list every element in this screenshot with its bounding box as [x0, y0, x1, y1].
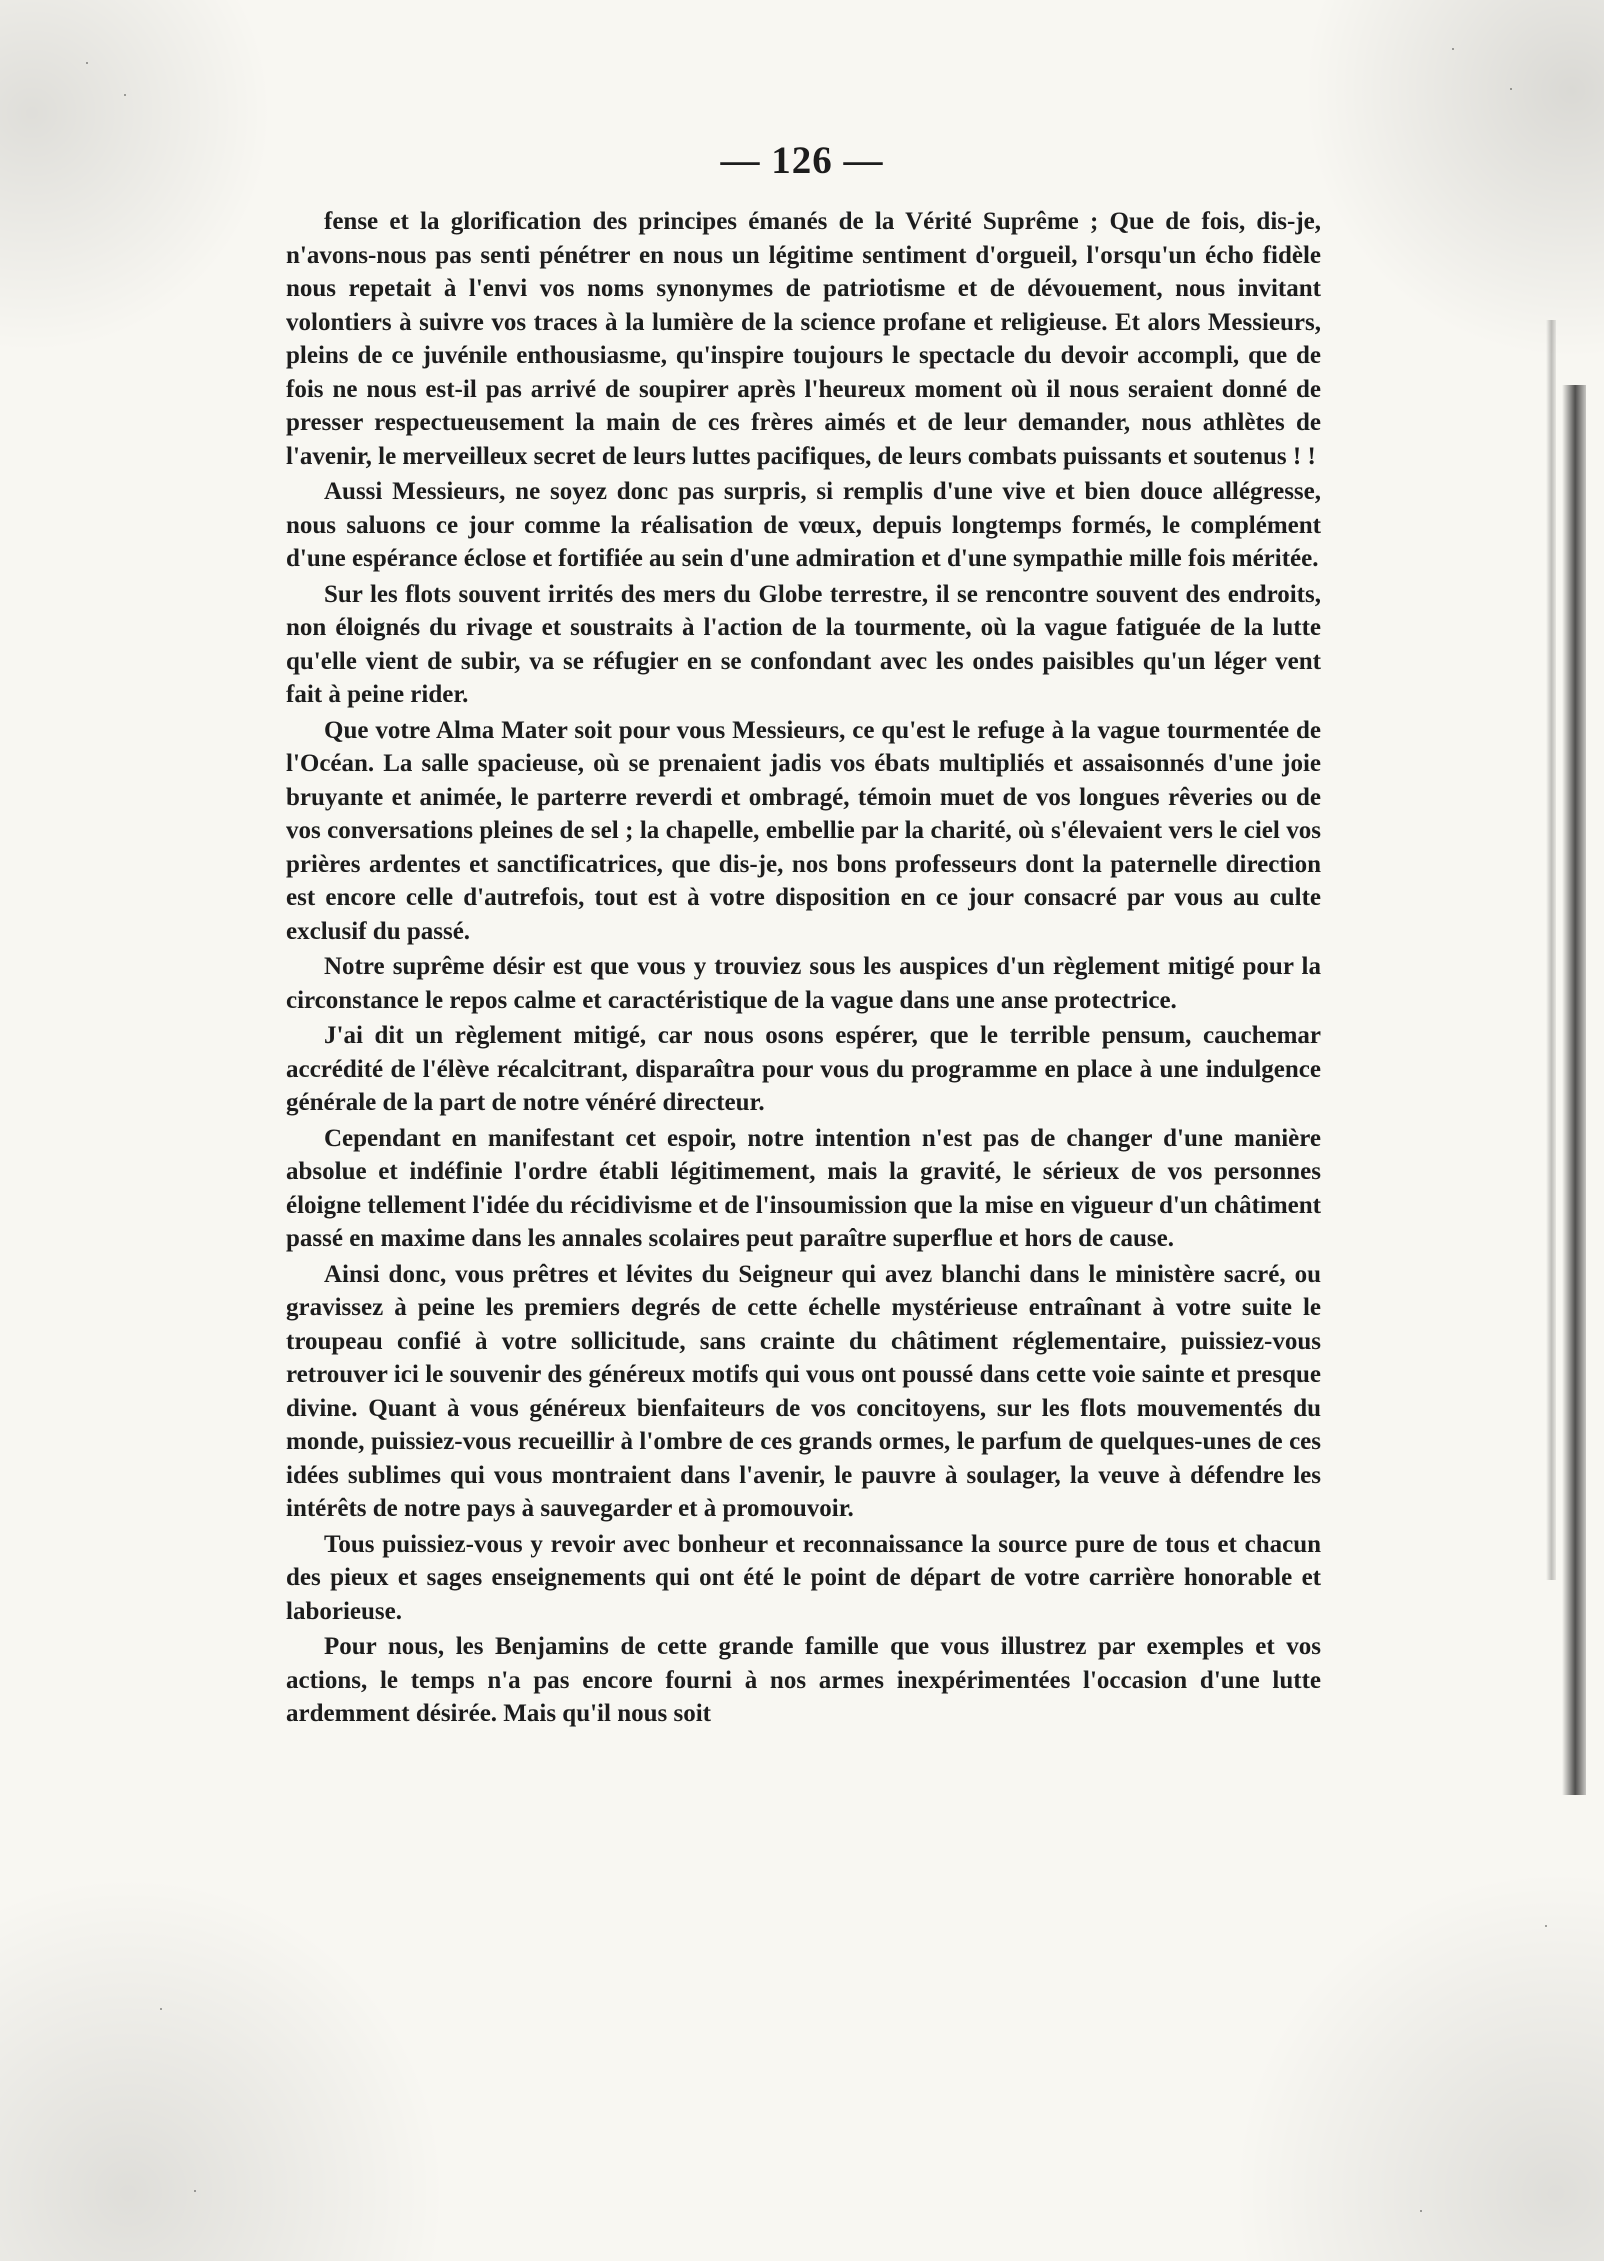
paragraph: Que votre Alma Mater soit pour vous Messieurs, ce qu'est le refuge à la vague tourmentée de l'Océan. La salle spacieuse, où se prenaient jadis vos ébats multipliés et assaisonnés d'une joie bruyante et animée, le parterre reverdi et ombragé, témoin muet de vos longues rêveries ou de vos conversations pleines de sel ; la chapelle, embellie par la charité, où s'élevaient vers le ciel vos prières ardentes et sanctificatrices, que dis-je, nos bons professeurs dont la paternelle direction est encore celle d'autrefois, tout est à votre disposition en ce jour consacré par vous au culte exclusif du passé. [286, 716, 1321, 945]
scan-speck [1452, 48, 1454, 50]
scan-speck [1545, 1925, 1547, 1927]
scan-speck [160, 2008, 162, 2010]
inner-edge-shadow [1546, 320, 1556, 1580]
paragraph: fense et la glorification des principes émanés de la Vérité Suprême ; Que de fois, dis-je, n'avons-nous pas senti pénétrer en nous un légitime sentiment d'orgueil, l'orsqu'un écho fidèle nous repetait à l'envi vos noms synonymes de patriotisme et de dévouement, nous invitant volontiers à suivre vos traces à la lumière de la science profane et religieuse. Et alors Messieurs, pleins de ce juvénile enthousiasme, qu'inspire toujours le spectacle du devoir accompli, que de fois ne nous est-il pas arrivé de soupirer après l'heureux moment où il nous seraient donné de presser respectueusement la main de ces frères aimés et de leur demander, nous athlètes de l'avenir, le merveilleux secret de leurs luttes pacifiques, de leurs combats puissants et soutenus ! ! [286, 208, 1321, 470]
right-edge-shadow [1562, 385, 1586, 1795]
paragraph: J'ai dit un règlement mitigé, car nous osons espérer, que le terrible pensum, cauchemar accrédité de l'élève récalcitrant, disparaîtra pour vous du programme en place à une indulgence générale de la part de notre vénéré directeur. [286, 1022, 1321, 1116]
page-number: — 126 — [720, 139, 884, 182]
document-body [286, 205, 1321, 1731]
paragraph: Tous puissiez-vous y revoir avec bonheur et reconnaissance la source pure de tous et chacun des pieux et sages enseignements qui ont été le point de départ de votre carrière honorable et laborieuse. [286, 1530, 1321, 1625]
scan-speck [1510, 88, 1512, 90]
paragraph: Aussi Messieurs, ne soyez donc pas surpris, si remplis d'une vive et bien douce allégresse, nous saluons ce jour comme la réalisation de vœux, depuis longtemps formés, le complément d'une espérance éclose et fortifiée au sein d'une admiration et d'une sympathie mille fois méritée. [286, 478, 1321, 572]
scan-speck [86, 62, 88, 64]
scan-speck [124, 94, 126, 96]
paragraph: Pour nous, les Benjamins de cette grande famille que vous illustrez par exemples et vos actions, le temps n'a pas encore fourni à nos armes inexpérimentées l'occasion d'une lutte ardemment désirée. Mais qu'il nous soit [286, 1633, 1321, 1727]
paragraph: Ainsi donc, vous prêtres et lévites du Seigneur qui avez blanchi dans le ministère sacré, ou gravissez à peine les premiers degrés de cette échelle mystérieuse entraînant à votre suite le troupeau confié à votre sollicitude, sans crainte du châtiment réglementaire, puissiez-vous retrouver ici le souvenir des généreux motifs qui vous ont poussé dans cette voie sainte et presque divine. Quant à vous généreux bienfaiteurs de vos concitoyens, sur les flots mouvementés du monde, puissiez-vous recueillir à l'ombre de ces grands ormes, le parfum de quelques-unes de ces idées sublimes qui vous montraient dans l'avenir, le pauvre à soulager, la veuve à défendre les intérêts de notre pays à sauvegarder et à promouvoir. [286, 1260, 1321, 1522]
scan-speck [1420, 2210, 1422, 2212]
paragraph: Notre suprême désir est que vous y trouviez sous les auspices d'un règlement mitigé pour la circonstance le repos calme et caractéristique de la vague dans une anse protectrice. [286, 953, 1321, 1014]
scan-speck [194, 2190, 196, 2192]
paragraph: Cependant en manifestant cet espoir, notre intention n'est pas de changer d'une manière absolue et indéfinie l'ordre établi légitimement, mais la gravité, le sérieux de vos personnes éloigne tellement l'idée du récidivisme et de l'insoumission que la mise en vigueur d'un châtiment passé en maxime dans les annales scolaires peut paraître superflue et hors de cause. [286, 1124, 1321, 1252]
paragraph: Sur les flots souvent irrités des mers du Globe terrestre, il se rencontre souvent des endroits, non éloignés du rivage et soustraits à l'action de la tourmente, où la vague fatiguée de la lutte qu'elle vient de subir, va se réfugier en se confondant avec les ondes paisibles qu'un léger vent fait à peine rider. [286, 580, 1321, 708]
